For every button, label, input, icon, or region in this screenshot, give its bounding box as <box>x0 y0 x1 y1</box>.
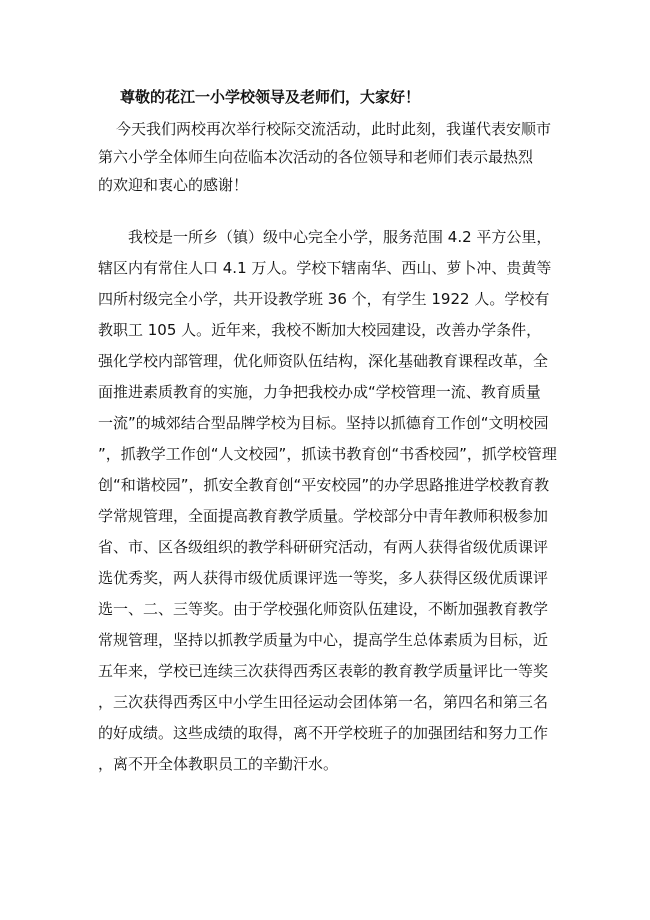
paragraph-1-line: 的欢迎和衷心的感谢！ <box>98 176 249 194</box>
paragraph-2-line: 选一、二、三等奖。由于学校强化师资队伍建设，不断加强教育教学 <box>98 600 549 618</box>
paragraph-2-line: 一流”的城郊结合型品牌学校为目标。坚持以抓德育工作创“文明校园 <box>98 414 549 432</box>
paragraph-2-line: 我校是一所乡（镇）级中心完全小学，服务范围 4.2 平方公里， <box>128 228 552 246</box>
paragraph-2-line: 常规管理，坚持以抓教学质量为中心，提高学生总体素质为目标，近 <box>98 631 549 649</box>
paragraph-2-line: 教职工 105 人。近年来，我校不断加大校园建设，改善办学条件， <box>98 321 542 339</box>
paragraph-2-line: 四所村级完全小学，共开设教学班 36 个，有学生 1922 人。学校有 <box>98 290 550 308</box>
paragraph-2-line: ”，抓教学工作创“人文校园”，抓读书教育创“书香校园”，抓学校管理 <box>98 445 557 463</box>
paragraph-2-line: 省、市、区各级组织的教学科研研究活动，有两人获得省级优质课评 <box>98 538 549 556</box>
paragraph-2-line: 强化学校内部管理，优化师资队伍结构，深化基础教育课程改革，全 <box>98 352 549 370</box>
paragraph-2-line: 选优秀奖，两人获得市级优质课评选一等奖，多人获得区级优质课评 <box>98 569 549 587</box>
paragraph-2-line: 面推进素质教育的实施，力争把我校办成“学校管理一流、教育质量 <box>98 383 541 401</box>
paragraph-1-line: 第六小学全体师生向莅临本次活动的各位领导和老师们表示最热烈 <box>98 148 534 166</box>
paragraph-2-line: 辖区内有常住人口 4.1 万人。学校下辖南华、西山、萝卜冲、贵黄等 <box>98 259 552 277</box>
paragraph-2-line: ，三次获得西秀区中小学生田径运动会团体第一名，第四名和第三名 <box>98 693 549 711</box>
paragraph-1-line: 今天我们两校再次举行校际交流活动，此时此刻，我谨代表安顺市 <box>116 120 552 138</box>
paragraph-2-line: 创“和谐校园”，抓安全教育创“平安校园”的办学思路推进学校教育教 <box>98 476 550 494</box>
paragraph-2-line: 五年来，学校已连续三次获得西秀区表彰的教育教学质量评比一等奖 <box>98 662 549 680</box>
paragraph-2-line: ，离不开全体教职员工的辛勤汗水。 <box>98 755 339 773</box>
greeting-heading: 尊敬的花江一小学校领导及老师们，大家好！ <box>120 88 421 106</box>
paragraph-2-line: 的好成绩。这些成绩的取得，离不开学校班子的加强团结和努力工作 <box>98 724 549 742</box>
paragraph-2-line: 学常规管理，全面提高教育教学质量。学校部分中青年教师积极参加 <box>98 507 549 525</box>
